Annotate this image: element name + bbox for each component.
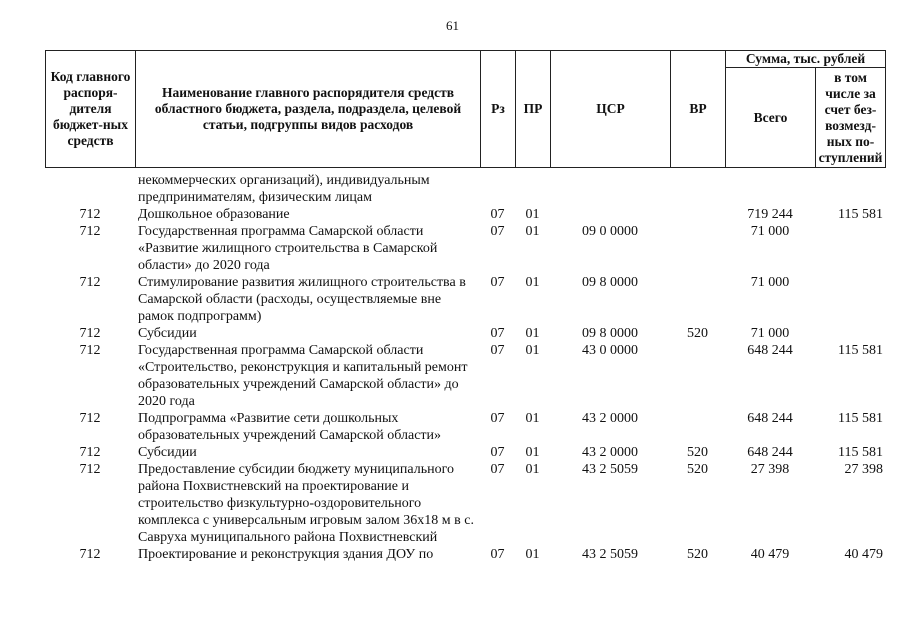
cell-incl <box>815 223 885 274</box>
cell-code <box>45 172 135 206</box>
cell-name: Государственная программа Самарской области «Развитие жилищного строительства в Самарской области» до 2020 года <box>138 224 438 273</box>
cell-vr <box>670 410 725 444</box>
cell-pr: 01 <box>525 445 540 460</box>
cell-vr <box>670 172 725 206</box>
cell-incl: 115 581 <box>838 343 883 358</box>
cell-incl: 27 398 <box>844 462 883 477</box>
cell-vr: 520 <box>687 462 708 477</box>
table-row <box>45 410 885 444</box>
cell-incl: 40 479 <box>844 547 883 562</box>
cell-incl: 115 581 <box>838 411 883 426</box>
header-code: Код главного распоря-дителя бюджет-ных средств <box>46 51 136 168</box>
cell-name: Проектирование и реконструкция здания ДОУ по <box>138 547 434 562</box>
cell-code: 712 <box>79 343 101 358</box>
cell-csr <box>550 172 670 206</box>
table-row <box>45 342 885 410</box>
cell-csr: 43 2 5059 <box>582 462 638 477</box>
cell-rz: 07 <box>490 326 505 341</box>
header-total: Всего <box>726 68 816 168</box>
table-row <box>45 444 885 461</box>
cell-incl <box>815 172 885 206</box>
table-row <box>45 274 885 325</box>
cell-vr <box>670 274 725 325</box>
cell-incl: 115 581 <box>838 207 883 222</box>
cell-pr: 01 <box>525 326 540 341</box>
cell-csr: 09 0 0000 <box>582 224 638 239</box>
cell-total <box>725 172 815 206</box>
cell-name: Стимулирование развития жилищного строительства в Самарской области (расходы, осуществляемые вне рамок подпрограмм) <box>138 275 466 324</box>
cell-total: 40 479 <box>750 547 790 562</box>
table-row <box>45 461 885 546</box>
cell-csr: 43 0 0000 <box>582 343 638 358</box>
table-row <box>45 546 885 563</box>
cell-vr: 520 <box>687 445 708 460</box>
cell-total: 71 000 <box>750 224 790 239</box>
cell-code: 712 <box>79 224 101 239</box>
table-row <box>45 223 885 274</box>
cell-rz: 07 <box>490 224 505 239</box>
cell-total: 648 244 <box>747 411 793 426</box>
cell-pr: 01 <box>525 207 540 222</box>
cell-rz: 07 <box>490 411 505 426</box>
cell-vr <box>670 342 725 410</box>
header-sum: Сумма, тыс. рублей <box>726 51 886 68</box>
cell-code: 712 <box>79 411 101 426</box>
cell-total: 719 244 <box>747 207 793 222</box>
table-header <box>45 50 886 168</box>
cell-total: 27 398 <box>750 462 790 477</box>
cell-pr: 01 <box>525 275 540 290</box>
header-name: Наименование главного распорядителя средств областного бюджета, раздела, подраздела, целевой статьи, подгруппы видов расходов <box>136 51 481 168</box>
cell-total: 648 244 <box>747 343 793 358</box>
cell-name: Субсидии <box>138 326 197 341</box>
cell-rz: 07 <box>490 343 505 358</box>
cell-code: 712 <box>79 275 101 290</box>
cell-name: Дошкольное образование <box>138 207 290 222</box>
cell-vr <box>670 206 725 223</box>
table-body <box>45 172 885 563</box>
cell-pr: 01 <box>525 343 540 358</box>
cell-vr: 520 <box>687 547 708 562</box>
cell-name: Предоставление субсидии бюджету муниципального района Похвистневский на проектирование и строительство физкультурно-оздоровительного комплекса с универсальным игровым залом 36х18 м в с. Савруха муниципального района Похвистневский <box>138 462 474 545</box>
cell-csr: 43 2 0000 <box>582 411 638 426</box>
cell-total: 648 244 <box>747 445 793 460</box>
cell-name: некоммерческих организаций), индивидуальным предпринимателям, физическим лицам <box>138 173 430 205</box>
table-row <box>45 325 885 342</box>
cell-pr: 01 <box>525 547 540 562</box>
cell-rz: 07 <box>490 445 505 460</box>
table-row <box>45 172 885 206</box>
cell-csr: 43 2 5059 <box>582 547 638 562</box>
cell-vr <box>670 223 725 274</box>
cell-pr: 01 <box>525 462 540 477</box>
cell-total: 71 000 <box>750 275 790 290</box>
cell-rz: 07 <box>490 462 505 477</box>
cell-pr: 01 <box>525 224 540 239</box>
cell-code: 712 <box>79 462 101 477</box>
cell-code: 712 <box>79 547 101 562</box>
cell-rz <box>480 172 515 206</box>
cell-csr <box>550 206 670 223</box>
cell-name: Субсидии <box>138 445 197 460</box>
header-rz: Рз <box>481 51 516 168</box>
page-number: 61 <box>446 18 459 33</box>
cell-vr: 520 <box>687 326 708 341</box>
cell-code: 712 <box>79 445 101 460</box>
cell-total: 71 000 <box>750 326 790 341</box>
cell-csr: 09 8 0000 <box>582 326 638 341</box>
cell-rz: 07 <box>490 207 505 222</box>
cell-rz: 07 <box>490 547 505 562</box>
cell-rz: 07 <box>490 275 505 290</box>
cell-incl <box>815 325 885 342</box>
cell-pr: 01 <box>525 411 540 426</box>
header-incl: в том числе за счет без-возмезд-ных по-ступлений <box>816 68 886 168</box>
header-pr: ПР <box>516 51 551 168</box>
cell-code: 712 <box>79 326 101 341</box>
cell-pr <box>515 172 550 206</box>
cell-csr: 43 2 0000 <box>582 445 638 460</box>
cell-code: 712 <box>79 207 101 222</box>
header-csr: ЦСР <box>551 51 671 168</box>
cell-incl <box>815 274 885 325</box>
cell-name: Государственная программа Самарской области «Строительство, реконструкция и капитальный ремонт образовательных учреждений Самарской области» до 2020 года <box>138 343 468 409</box>
header-vr: ВР <box>671 51 726 168</box>
cell-incl: 115 581 <box>838 445 883 460</box>
cell-csr: 09 8 0000 <box>582 275 638 290</box>
cell-name: Подпрограмма «Развитие сети дошкольных образовательных учреждений Самарской области» <box>138 411 442 443</box>
table-row <box>45 206 885 223</box>
